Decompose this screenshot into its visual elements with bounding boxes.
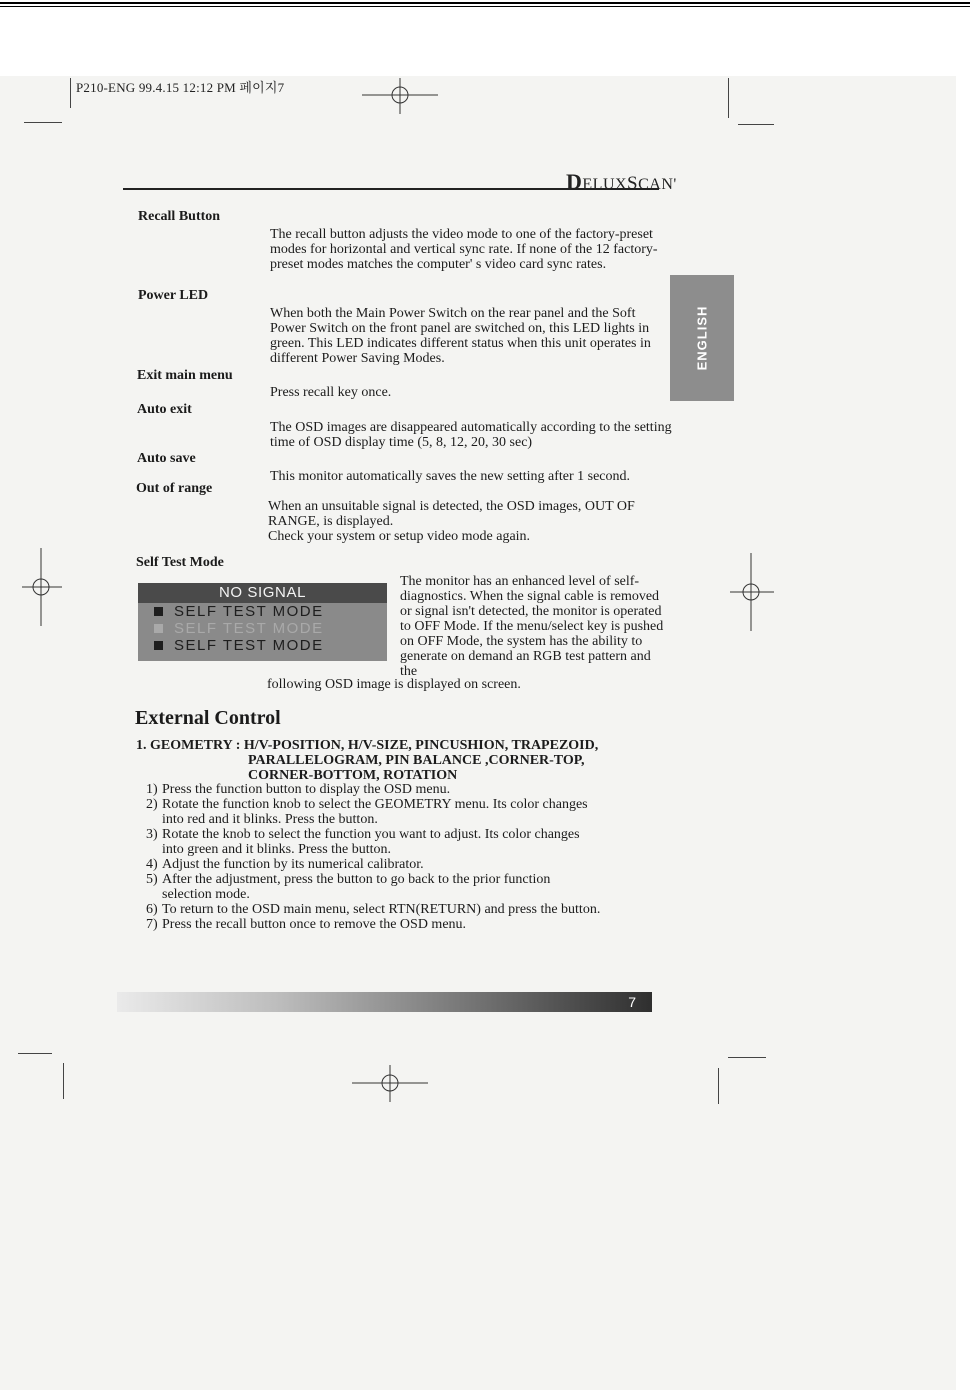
osd-no-signal-image xyxy=(138,583,387,661)
term-auto-save: Auto save xyxy=(137,451,196,466)
osd-title: NO SIGNAL xyxy=(138,583,387,603)
desc-power-led: When both the Main Power Switch on the rear panel and the Soft Power Switch on the front panel are switched on, this LED lights in green. This LED indicates different status when this unit operates in different Power Saving Modes. xyxy=(270,306,651,366)
term-auto-exit: Auto exit xyxy=(137,402,192,417)
top-rule xyxy=(0,2,970,4)
desc-auto-exit: The OSD images are disappeared automatically according to the setting time of OSD display time (5, 8, 12, 20, 30 sec) xyxy=(270,420,672,450)
crop-mark xyxy=(728,78,729,118)
square-icon xyxy=(154,607,163,616)
osd-line: SELF TEST MODE xyxy=(138,620,387,637)
footer-bar xyxy=(117,992,652,1012)
crop-mark xyxy=(63,1063,64,1099)
square-icon xyxy=(154,624,163,633)
desc-recall-button: The recall button adjusts the video mode to one of the factory-preset modes for horizontal and vertical sync rate. If none of the 12 factory-preset modes matches the computer' s video card sync rates. xyxy=(270,227,658,272)
geometry-heading: 1. GEOMETRY : H/V-POSITION, H/V-SIZE, PINCUSHION, TRAPEZOID, PARALLELOGRAM, PIN BALANCE ,CORNER-TOP, CORNER-BOTTOM, ROTATION xyxy=(136,738,599,783)
term-out-of-range: Out of range xyxy=(136,481,213,496)
top-rule-thin xyxy=(0,6,970,7)
crop-mark xyxy=(718,1068,719,1104)
crop-mark xyxy=(18,1053,52,1054)
desc-auto-save: This monitor automatically saves the new setting after 1 second. xyxy=(270,469,631,484)
list-item: 2) Rotate the function knob to select the GEOMETRY menu. Its color changes into red and it blinks. Press the button. xyxy=(146,797,588,827)
term-recall-button: Recall Button xyxy=(138,209,221,224)
registration-mark-icon xyxy=(22,548,62,628)
crop-mark xyxy=(728,1057,766,1058)
osd-line: SELF TEST MODE xyxy=(138,637,387,654)
crop-mark xyxy=(70,78,71,108)
list-item: 3) Rotate the knob to select the function you want to adjust. Its color changes into green and it blinks. Press the button. xyxy=(146,827,580,857)
list-item: 1) Press the function button to display the OSD menu. xyxy=(146,782,451,797)
term-self-test-mode: Self Test Mode xyxy=(136,555,224,570)
desc-self-test-mode: The monitor has an enhanced level of self-diagnostics. When the signal cable is removed or signal isn't detected, the monitor is operated to OFF Mode. If the menu/select key is pushed on OFF Mode, the system has the ability to generate on demand an RGB test pattern and the xyxy=(400,574,664,679)
desc-self-test-mode-cont: following OSD image is displayed on screen. xyxy=(267,677,521,692)
square-icon xyxy=(154,641,163,650)
language-tab xyxy=(670,275,734,401)
registration-mark-icon xyxy=(730,553,774,633)
registration-mark-icon xyxy=(350,1064,430,1104)
desc-exit-main-menu: Press recall key once. xyxy=(270,385,392,400)
section-title: External Control xyxy=(135,707,281,729)
crop-mark xyxy=(738,124,774,125)
list-item: 4) Adjust the function by its numerical calibrator. xyxy=(146,857,424,872)
page-scan xyxy=(0,76,956,1390)
steps-list xyxy=(146,782,666,932)
page-number: 7 xyxy=(628,994,636,1010)
print-header: P210-ENG 99.4.15 12:12 PM 페이지7 xyxy=(76,80,285,95)
brand-logo: DELUXSCAN' xyxy=(566,169,677,194)
osd-line: SELF TEST MODE xyxy=(138,603,387,620)
crop-mark xyxy=(24,122,62,123)
list-item: 6) To return to the OSD main menu, select RTN(RETURN) and press the button. xyxy=(146,902,601,917)
desc-out-of-range: When an unsuitable signal is detected, the OSD images, OUT OF RANGE, is displayed. Check your system or setup video mode again. xyxy=(268,499,635,544)
language-tab-label: ENGLISH xyxy=(694,305,710,371)
term-exit-main-menu: Exit main menu xyxy=(137,368,233,383)
registration-mark-icon xyxy=(360,76,440,116)
list-item: 5) After the adjustment, press the button to go back to the prior function selection mode. xyxy=(146,872,551,902)
list-item: 7) Press the recall button once to remove the OSD menu. xyxy=(146,917,467,932)
term-power-led: Power LED xyxy=(138,288,209,303)
